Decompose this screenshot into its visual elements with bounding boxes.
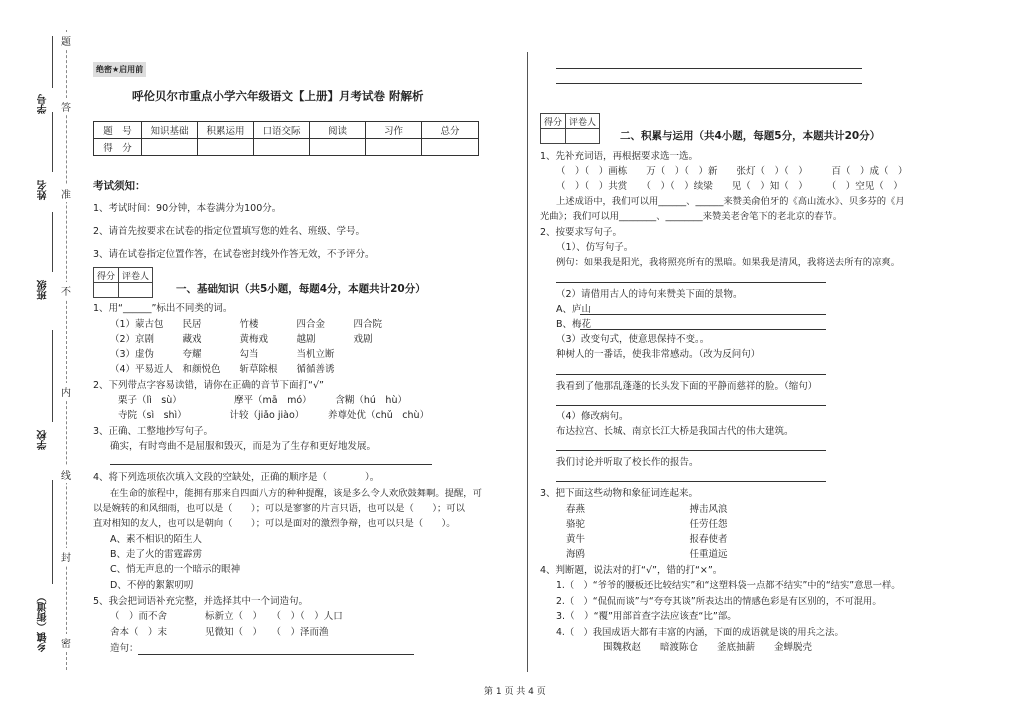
- secret-stamp: 绝密★启用前: [93, 62, 146, 77]
- score-input[interactable]: [254, 139, 310, 156]
- margin-char: 不: [61, 282, 71, 299]
- match-item[interactable]: 海鸥 任重道远: [566, 549, 728, 560]
- margin-char: 题: [61, 32, 71, 49]
- question-line: 3、把下面这些动物和象征词连起来。: [540, 488, 699, 499]
- match-item[interactable]: 春燕 搏击风浪: [566, 504, 728, 515]
- notice-item: 3、请在试卷指定位置作答，在试卷密封线外作答无效，不予评分。: [93, 249, 375, 260]
- margin-char: 线: [61, 466, 71, 483]
- margin-char: 封: [61, 548, 71, 565]
- township-field[interactable]: [52, 480, 53, 584]
- section1-heading: 一、基础知识（共5小题，每题4分，本题共计20分）: [176, 283, 426, 295]
- school-field[interactable]: [52, 330, 53, 422]
- question-line: 1.（ ）“爷爷的腰板还比较结实”和“这塑料袋一点都不结实”中的“结实”意思一样。: [556, 580, 901, 591]
- table-cell: 习作: [366, 122, 422, 139]
- grader-score-label: 得分: [94, 268, 119, 283]
- table-cell: 题 号: [94, 122, 142, 139]
- grader-name-input[interactable]: [119, 283, 153, 298]
- question-line: 4、将下列选项依次填入文段的空缺处，正确的顺序是（ ）。: [93, 472, 380, 483]
- table-cell: 口语交际: [254, 122, 310, 139]
- grader-name-input[interactable]: [566, 129, 600, 144]
- question-line: （3）虚伪 夸耀 勾当 当机立断: [110, 349, 335, 360]
- answer-line[interactable]: [556, 374, 826, 375]
- option-line: C、悄无声息的一个暗示的眼神: [110, 564, 241, 575]
- score-input[interactable]: [422, 139, 479, 156]
- question-line: 光曲》；我们可以用________、________来赞美老舍笔下的老北京的春节。: [540, 211, 843, 222]
- question-line: （4）修改病句。: [556, 411, 629, 422]
- name-label: 姓名: [38, 180, 49, 200]
- grader-score-input[interactable]: [541, 129, 566, 144]
- score-input[interactable]: [310, 139, 366, 156]
- school-label: 学校: [38, 430, 49, 450]
- question-line: 4.（ ）我国成语大都有丰富的内涵，下面的成语就是谈的用兵之法。: [556, 627, 844, 638]
- answer-line[interactable]: [138, 654, 414, 655]
- class-field[interactable]: [52, 212, 53, 272]
- question-line: 1、先补充词语，再根据要求选一选。: [540, 151, 699, 162]
- score-input[interactable]: [142, 139, 198, 156]
- question-line: 2.（ ）“侃侃而谈”与“夸夸其谈”所表达出的情感色彩是有区别的，不可混用。: [556, 596, 882, 607]
- answer-line[interactable]: [580, 314, 826, 315]
- answer-line[interactable]: [556, 405, 826, 406]
- option-line: A、素不相识的陌生人: [110, 534, 202, 545]
- margin-char: 答: [61, 98, 71, 115]
- margin-char: 内: [61, 383, 71, 400]
- question-line: 栗子（lì sù） 摩平（mā mó） 含糊（hú hù）: [118, 395, 407, 406]
- answer-line[interactable]: [556, 83, 862, 84]
- question-line: 4、判断题，说法对的打“√”，错的打“×”。: [540, 565, 723, 576]
- binding-margin: [0, 0, 78, 722]
- question-line: 在生命的旅程中，能拥有那来自四面八方的种种提醒，该是多么令人欢欣鼓舞啊。提醒，可: [110, 488, 482, 499]
- question-line: （2）京剧 藏戏 黄梅戏 越剧 戏剧: [110, 334, 373, 345]
- page-title: 呼伦贝尔市重点小学六年级语文【上册】月考试卷 附解析: [132, 89, 424, 103]
- score-input[interactable]: [198, 139, 254, 156]
- question-line: 布达拉宫、长城、南京长江大桥是我国古代的伟大建筑。: [556, 426, 794, 437]
- column-divider: [527, 52, 528, 672]
- answer-line[interactable]: [556, 68, 862, 69]
- table-cell: 知识基础: [142, 122, 198, 139]
- question-line: （1）、仿写句子。: [556, 242, 634, 253]
- question-line: 3.（ ）“覆”用部首查字法应该查“比”部。: [556, 611, 737, 622]
- class-label: 班级: [38, 280, 49, 300]
- notice-item: 2、请首先按要求在试卷的指定位置填写您的姓名、班级、学号。: [93, 226, 366, 237]
- answer-line[interactable]: [556, 282, 826, 283]
- question-line: 3、正确、工整地抄写句子。: [93, 426, 214, 437]
- margin-char: 密: [61, 634, 71, 651]
- table-cell: 总分: [422, 122, 479, 139]
- table-cell: 得 分: [94, 139, 142, 156]
- answer-line[interactable]: [580, 329, 826, 330]
- question-line: （1）蒙古包 民居 竹楼 四合金 四合院: [110, 319, 383, 330]
- option-line: D、不停的絮絮叨叨: [110, 580, 194, 591]
- page-footer: 第 1 页 共 4 页: [484, 687, 546, 697]
- question-line: （ ）而不舍 标新立（ ） （ ）（ ）人口: [110, 611, 343, 622]
- notice-heading: 考试须知：: [93, 180, 146, 192]
- margin-char: 准: [61, 185, 71, 202]
- question-line: 造句：: [110, 643, 139, 654]
- question-line: 例句：如果我是阳光，我将照亮所有的黑暗。如果我是清风，我将送去所有的凉爽。: [556, 257, 900, 268]
- grader-label: 评卷人: [566, 114, 600, 129]
- township-label: 乡镇（街道）: [38, 592, 49, 652]
- question-line: （ ）（ ）共赏 （ ）（ ）续梁 见（ ）知（ ） （ ）空见（ ）: [556, 181, 903, 192]
- question-line: （2）请借用古人的诗句来赞美下面的景物。: [556, 289, 743, 300]
- table-cell: 积累运用: [198, 122, 254, 139]
- question-line: B、梅花: [556, 319, 592, 330]
- question-line: 2、下列带点字容易读错，请你在正确的音节下面打“√”: [93, 380, 324, 391]
- grader-label: 评卷人: [119, 268, 153, 283]
- student-id-label: 学号: [38, 94, 49, 114]
- question-line: 确实，有时弯曲不是屈服和毁灭，而是为了生存和更好地发展。: [110, 441, 377, 452]
- question-line: （4）平易近人 和颜悦色 斩草除根 循循善诱: [110, 364, 335, 375]
- match-item[interactable]: 骆驼 任劳任怨: [566, 519, 728, 530]
- question-line: 2、按要求写句子。: [540, 227, 623, 238]
- grader-box: [93, 267, 153, 298]
- question-line: （3）改变句式，使意思保持不变。。: [556, 334, 710, 345]
- match-item[interactable]: 黄牛 报春使者: [566, 534, 728, 545]
- question-line: 我们讨论并听取了校长作的报告。: [556, 457, 699, 468]
- table-row: [94, 139, 479, 156]
- notice-item: 1、考试时间：90分钟，本卷满分为100分。: [93, 203, 282, 214]
- question-line: 围魏救赵 暗渡陈仓 釜底抽薪 金蝉脱壳: [603, 642, 813, 653]
- seal-line: [66, 30, 67, 670]
- question-line: 我看到了他那乱蓬蓬的长头发下面的平静而慈祥的脸。（缩句）: [556, 381, 818, 392]
- question-line: 上述成语中，我们可以用______、______来赞美俞伯牙的《高山流水》、贝多芬的《月: [556, 196, 905, 207]
- question-line: 5、我会把词语补充完整，并选择其中一个词造句。: [93, 596, 309, 607]
- student-id-field[interactable]: [52, 36, 53, 88]
- score-input[interactable]: [366, 139, 422, 156]
- name-field[interactable]: [52, 112, 53, 172]
- grader-score-label: 得分: [541, 114, 566, 129]
- grader-box: [540, 113, 600, 144]
- section2-heading: 二、积累与运用（共4小题，每题5分，本题共计20分）: [620, 130, 881, 142]
- question-line: 1、用“______”标出不同类的词。: [93, 303, 233, 314]
- option-line: B、走了火的雷霆霹雳: [110, 549, 203, 560]
- score-table: [93, 121, 479, 156]
- table-row: [94, 122, 479, 139]
- answer-line[interactable]: [556, 481, 826, 482]
- answer-line[interactable]: [110, 464, 432, 465]
- grader-score-input[interactable]: [94, 283, 119, 298]
- question-line: 寺院（sì shì） 计较（jiǎo jiào） 养尊处优（chǔ chù）: [118, 410, 430, 421]
- question-line: 以是婉转的和风细雨，也可以是（ ）；可以是寥寥的片言只语，也可以是（ ）；可以: [93, 503, 465, 514]
- question-line: A、庐山: [556, 304, 591, 315]
- question-line: 舍本（ ）末 见微知（ ） （ ）泽而渔: [110, 627, 329, 638]
- table-cell: 阅读: [310, 122, 366, 139]
- question-line: 种树人的一番话，使我非常感动。（改为反问句）: [556, 349, 761, 360]
- question-line: （ ）（ ）画栋 万（ ）（ ）新 张灯（ ）（ ） 百（ ）成（ ）: [556, 166, 908, 177]
- question-line: 直对相知的友人，也可以是朝向（ ）；可以是面对的激烈争辩，也可以只是（ ）。: [93, 518, 456, 529]
- answer-line[interactable]: [556, 450, 826, 451]
